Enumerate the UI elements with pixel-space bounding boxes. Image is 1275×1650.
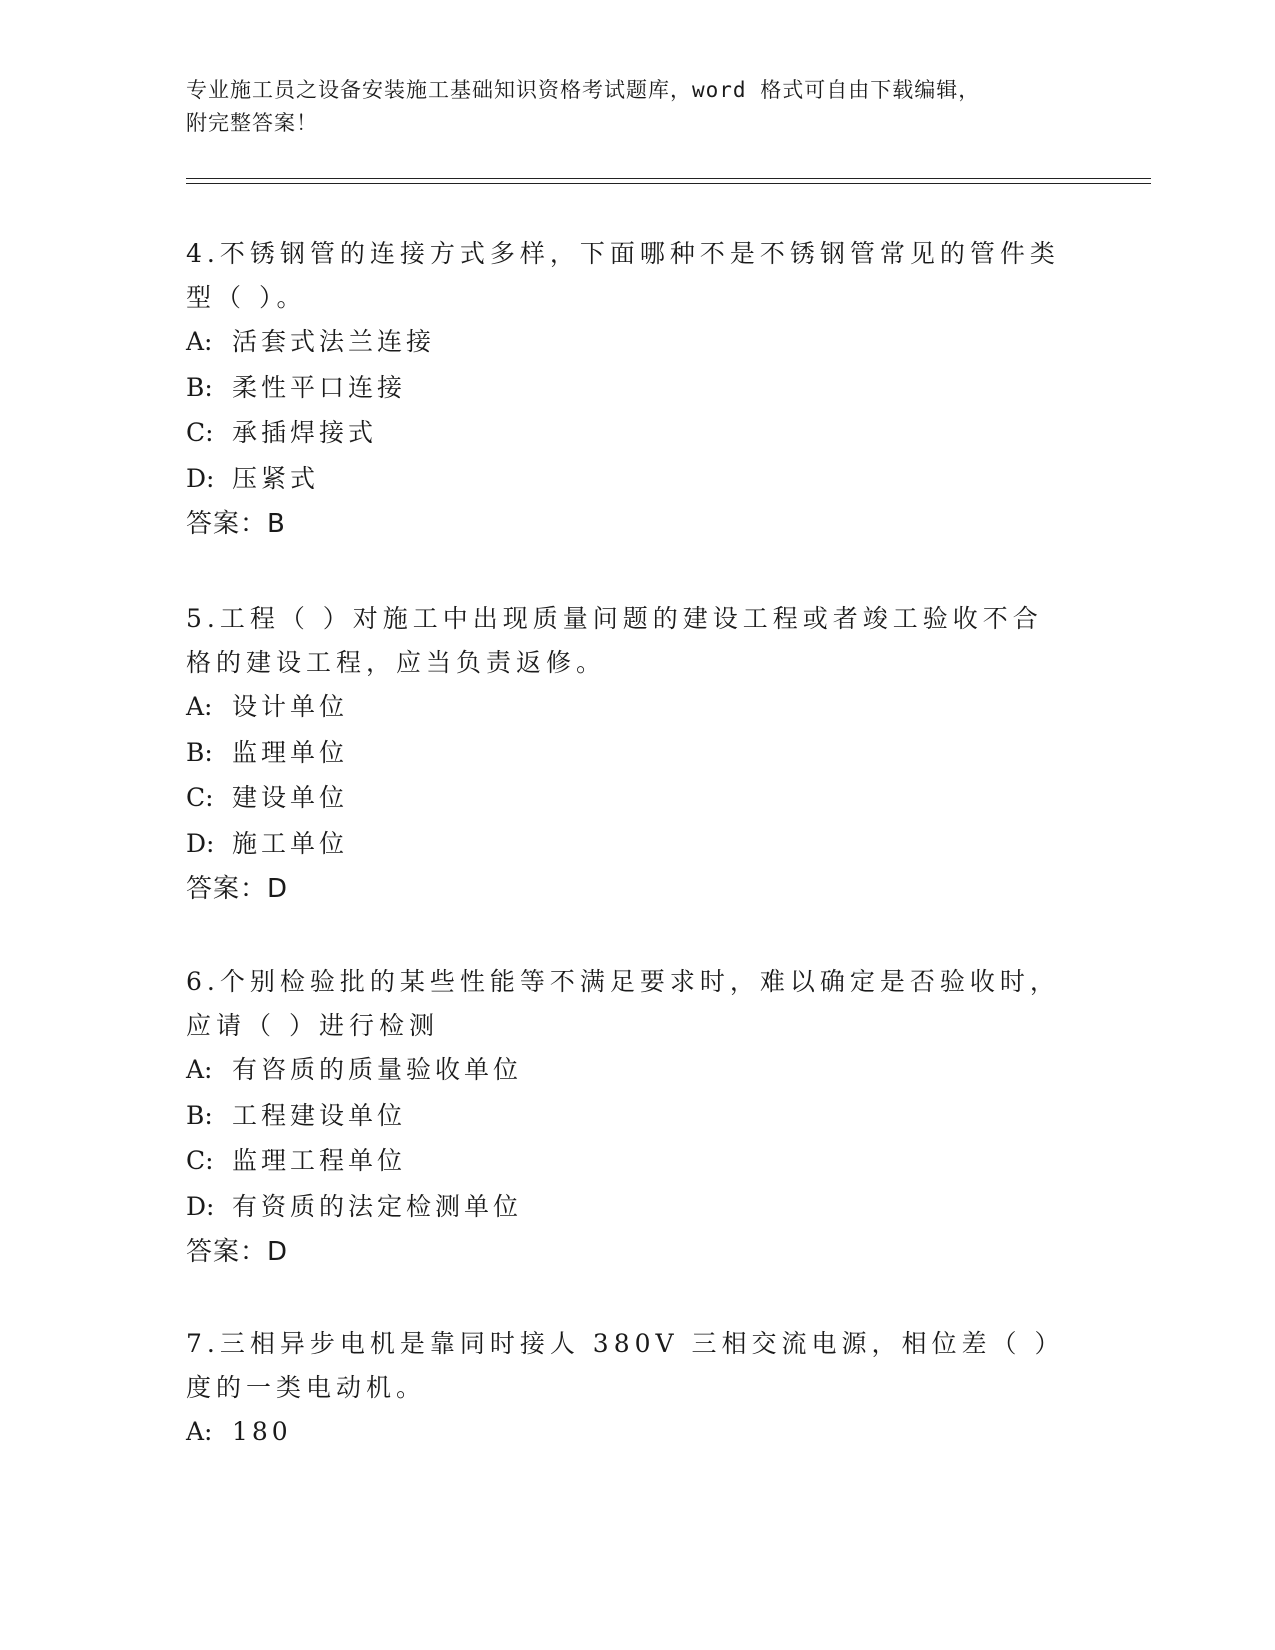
option-text: 施工单位 <box>232 828 349 858</box>
header-line-1: 专业施工员之设备安装施工基础知识资格考试题库，word 格式可自由下载编辑， <box>186 78 981 102</box>
question-stem: 4.不锈钢管的连接方式多样，下面哪种不是不锈钢管常见的管件类型（ ）。 <box>186 239 1060 312</box>
option-key: B: <box>186 1100 213 1130</box>
option-key: A: <box>186 327 213 356</box>
option-key: C: <box>186 418 214 447</box>
option-text: 有咨质的质量验收单位 <box>232 1055 523 1084</box>
option-c <box>186 1139 1066 1185</box>
option-c <box>186 411 1066 457</box>
option-text: 有资质的法定检测单位 <box>232 1191 523 1221</box>
question-stem: 5.工程（ ）对施工中出现质量问题的建设工程或者竣工验收不合格的建设工程，应当负责返修。 <box>186 604 1043 677</box>
answer-line: 答案：D <box>186 1237 289 1267</box>
option-a <box>186 685 1066 731</box>
option-text: 建设单位 <box>232 783 349 812</box>
option-key: B: <box>186 737 213 767</box>
option-key: D: <box>186 828 215 858</box>
option-a <box>186 1410 1066 1456</box>
header-divider-bottom <box>186 183 1151 184</box>
option-d <box>186 457 1066 503</box>
option-text: 监理单位 <box>232 737 349 767</box>
option-key: A: <box>186 1417 213 1446</box>
option-text: 设计单位 <box>232 692 349 721</box>
question-4 <box>186 232 1066 546</box>
question-stem: 6.个别检验批的某些性能等不满足要求时，难以确定是否验收时，应请（ ）进行检测 <box>186 967 1060 1040</box>
option-text: 工程建设单位 <box>232 1100 407 1130</box>
document-header <box>186 74 1086 140</box>
option-d <box>186 822 1066 868</box>
option-a <box>186 1048 1066 1094</box>
option-key: A: <box>186 692 213 721</box>
option-text: 承插焊接式 <box>232 418 378 447</box>
question-5 <box>186 597 1066 911</box>
option-key: D: <box>186 1191 215 1221</box>
option-a <box>186 320 1066 366</box>
question-stem: 7.三相异步电机是靠同时接人 380V 三相交流电源，相位差（ ）度的一类电动机。 <box>186 1329 1065 1402</box>
option-b <box>186 731 1066 777</box>
answer-line: 答案：B <box>186 509 286 539</box>
question-6 <box>186 960 1066 1274</box>
question-7 <box>186 1322 1066 1456</box>
header-line-2: 附完整答案！ <box>186 111 318 135</box>
header-divider-top <box>186 178 1151 179</box>
option-key: C: <box>186 1146 214 1175</box>
option-d <box>186 1185 1066 1231</box>
option-text: 活套式法兰连接 <box>232 327 436 356</box>
option-text: 180 <box>232 1417 292 1446</box>
option-b <box>186 366 1066 412</box>
option-key: D: <box>186 463 215 493</box>
option-text: 柔性平口连接 <box>232 372 407 402</box>
option-key: A: <box>186 1055 213 1084</box>
option-b <box>186 1094 1066 1140</box>
option-c <box>186 776 1066 822</box>
option-text: 压紧式 <box>232 463 320 493</box>
answer-line: 答案：D <box>186 874 289 904</box>
option-key: C: <box>186 783 214 812</box>
option-text: 监理工程单位 <box>232 1146 407 1175</box>
option-key: B: <box>186 372 213 402</box>
